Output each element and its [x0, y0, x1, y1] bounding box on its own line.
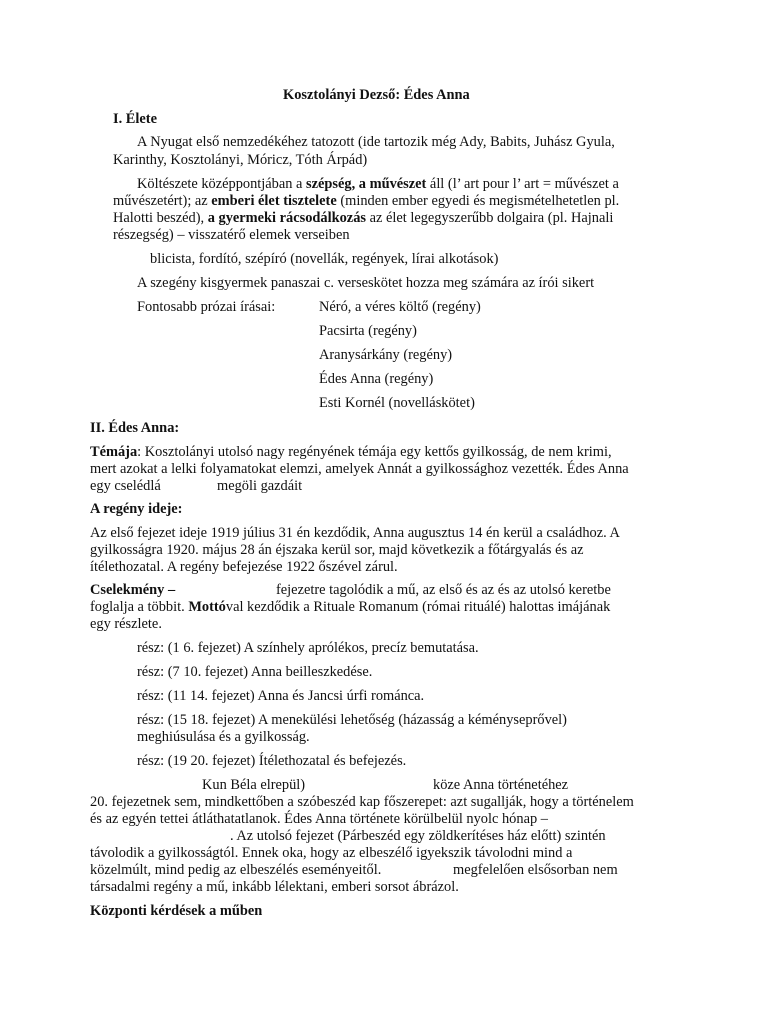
paragraph-line: fejezetre tagolódik a mű, az első és az és az utolsó keretbe: [276, 582, 611, 598]
paragraph-line: [113, 193, 619, 210]
part-item: rész: (7 10. fejezet) Anna beilleszkedése.: [137, 664, 373, 680]
subheading-text: A regény ideje:: [90, 501, 183, 517]
subheading-text: Központi kérdések a műben: [90, 903, 263, 919]
debut-line: A szegény kisgyermek panaszai c. verseskötet hozza meg számára az írói sikert: [137, 275, 595, 291]
paragraph-line: részegség) – visszatérő elemek verseiben: [113, 227, 350, 243]
paragraph-line: A Nyugat első nemzedékéhez tatozott (ide tartozik még Ady, Babits, Juhász Gyula,: [137, 134, 615, 150]
work-item: Aranysárkány (regény): [319, 347, 453, 363]
part-item: rész: (15 18. fejezet) A menekülési lehetőség (házasság a kéményseprővel): [137, 712, 567, 728]
work-item: Édes Anna (regény): [319, 371, 434, 387]
bold-run: a gyermeki rácsodálkozás: [207, 210, 366, 226]
paragraph-line: megöli gazdáit: [217, 478, 303, 494]
text-run: : Kosztolányi utolsó nagy regényének témája egy kettős gyilkosság, de nem krimi,: [137, 444, 612, 460]
paragraph-line: [90, 582, 175, 599]
section-heading-edes-anna: [90, 420, 179, 437]
paragraph-line: ítélethozatal. A regény befejezése 1922 őszével zárul.: [90, 559, 398, 575]
paragraph-line: Az első fejezet ideje 1919 július 31 én kezdődik, Anna augusztus 14 én kerül a családhoz. A: [90, 525, 620, 541]
paragraph-line: és az egyén tettei átláthatatlanok. Édes Anna története körülbelül nyolc hónap –: [90, 811, 548, 827]
part-item: meghiúsulása és a gyilkosság.: [137, 729, 310, 745]
document-title: [283, 87, 470, 104]
text-run: Költészete középpontjában a: [137, 176, 307, 192]
paragraph-line: . Az utolsó fejezet (Párbeszéd egy zöldkerítéses ház előtt) szintén: [230, 828, 606, 844]
paragraph-line: mert azokat a lelki folyamatokat elemzi, amelyek Annát a gyilkossághoz vezették. Édes Anna: [90, 461, 629, 477]
text-run: (minden ember egyedi és megismételhetetlen pl.: [336, 193, 620, 209]
subheading-ideje: [90, 501, 182, 518]
bold-run: Mottó: [188, 599, 226, 615]
section-heading-text: II. Édes Anna:: [90, 420, 180, 436]
works-label: Fontosabb prózai írásai:: [137, 299, 276, 315]
work-item: Esti Kornél (novelláskötet): [319, 395, 475, 411]
paragraph-line: egy részlete.: [90, 616, 162, 632]
text-run: Halotti beszéd),: [113, 210, 208, 226]
roles-line: blicista, fordító, szépíró (novellák, regények, lírai alkotások): [150, 251, 499, 267]
paragraph-line: egy cselédlá: [90, 478, 161, 494]
bold-run: Cselekmény –: [90, 582, 176, 598]
work-item: Néró, a véres költő (regény): [319, 299, 481, 315]
text-run: foglalja a többit.: [90, 599, 189, 615]
section-heading-text: I. Élete: [113, 111, 157, 127]
subheading-central: [90, 903, 262, 920]
paragraph-line: 20. fejezetnek sem, mindkettőben a szóbeszéd kap főszerepet: azt sugallják, hogy a történelem: [90, 794, 634, 810]
paragraph-line: társadalmi regény a mű, inkább lélektani, emberi sorsot ábrázol.: [90, 879, 459, 895]
text-run: áll (l’ art pour l’ art = művészet a: [426, 176, 619, 192]
paragraph-line: [90, 444, 612, 461]
paragraph-line: megfelelően elsősorban nem: [453, 862, 618, 878]
paragraph-line: [113, 210, 613, 227]
text-run: az élet legegyszerűbb dolgaira (pl. Hajnali: [366, 210, 614, 226]
part-item: rész: (1 6. fejezet) A színhely aprólékos, precíz bemutatása.: [137, 640, 479, 656]
part-item: rész: (19 20. fejezet) Ítélethozatal és befejezés.: [137, 753, 407, 769]
text-run: val kezdődik a Rituale Romanum (római rituálé) halottas imájának: [225, 599, 611, 615]
paragraph-line: [137, 176, 619, 193]
bold-run: Témája: [90, 444, 138, 460]
title-text: Kosztolányi Dezső: Édes Anna: [283, 87, 470, 103]
bold-run: szépség, a művészet: [306, 176, 427, 192]
paragraph-line: távolodik a gyilkosságtól. Ennek oka, hogy az elbeszélő igyekszik távolodni mind a: [90, 845, 573, 861]
paragraph-line: Kun Béla elrepül): [202, 777, 306, 793]
text-run: művészetért); az: [113, 193, 212, 209]
paragraph-line: Karinthy, Kosztolányi, Móricz, Tóth Árpád): [113, 152, 368, 168]
bold-run: emberi élet tisztelete: [211, 193, 337, 209]
work-item: Pacsirta (regény): [319, 323, 417, 339]
paragraph-line: [90, 599, 610, 616]
paragraph-line: közelmúlt, mind pedig az elbeszélés eseményeitől.: [90, 862, 382, 878]
paragraph-line: köze Anna történetéhez: [433, 777, 569, 793]
paragraph-line: gyilkosságra 1920. május 28 án éjszaka kerül sor, majd következik a főtárgyalás és az: [90, 542, 584, 558]
section-heading-elete: [113, 111, 157, 128]
part-item: rész: (11 14. fejezet) Anna és Jancsi úrfi románca.: [137, 688, 425, 704]
